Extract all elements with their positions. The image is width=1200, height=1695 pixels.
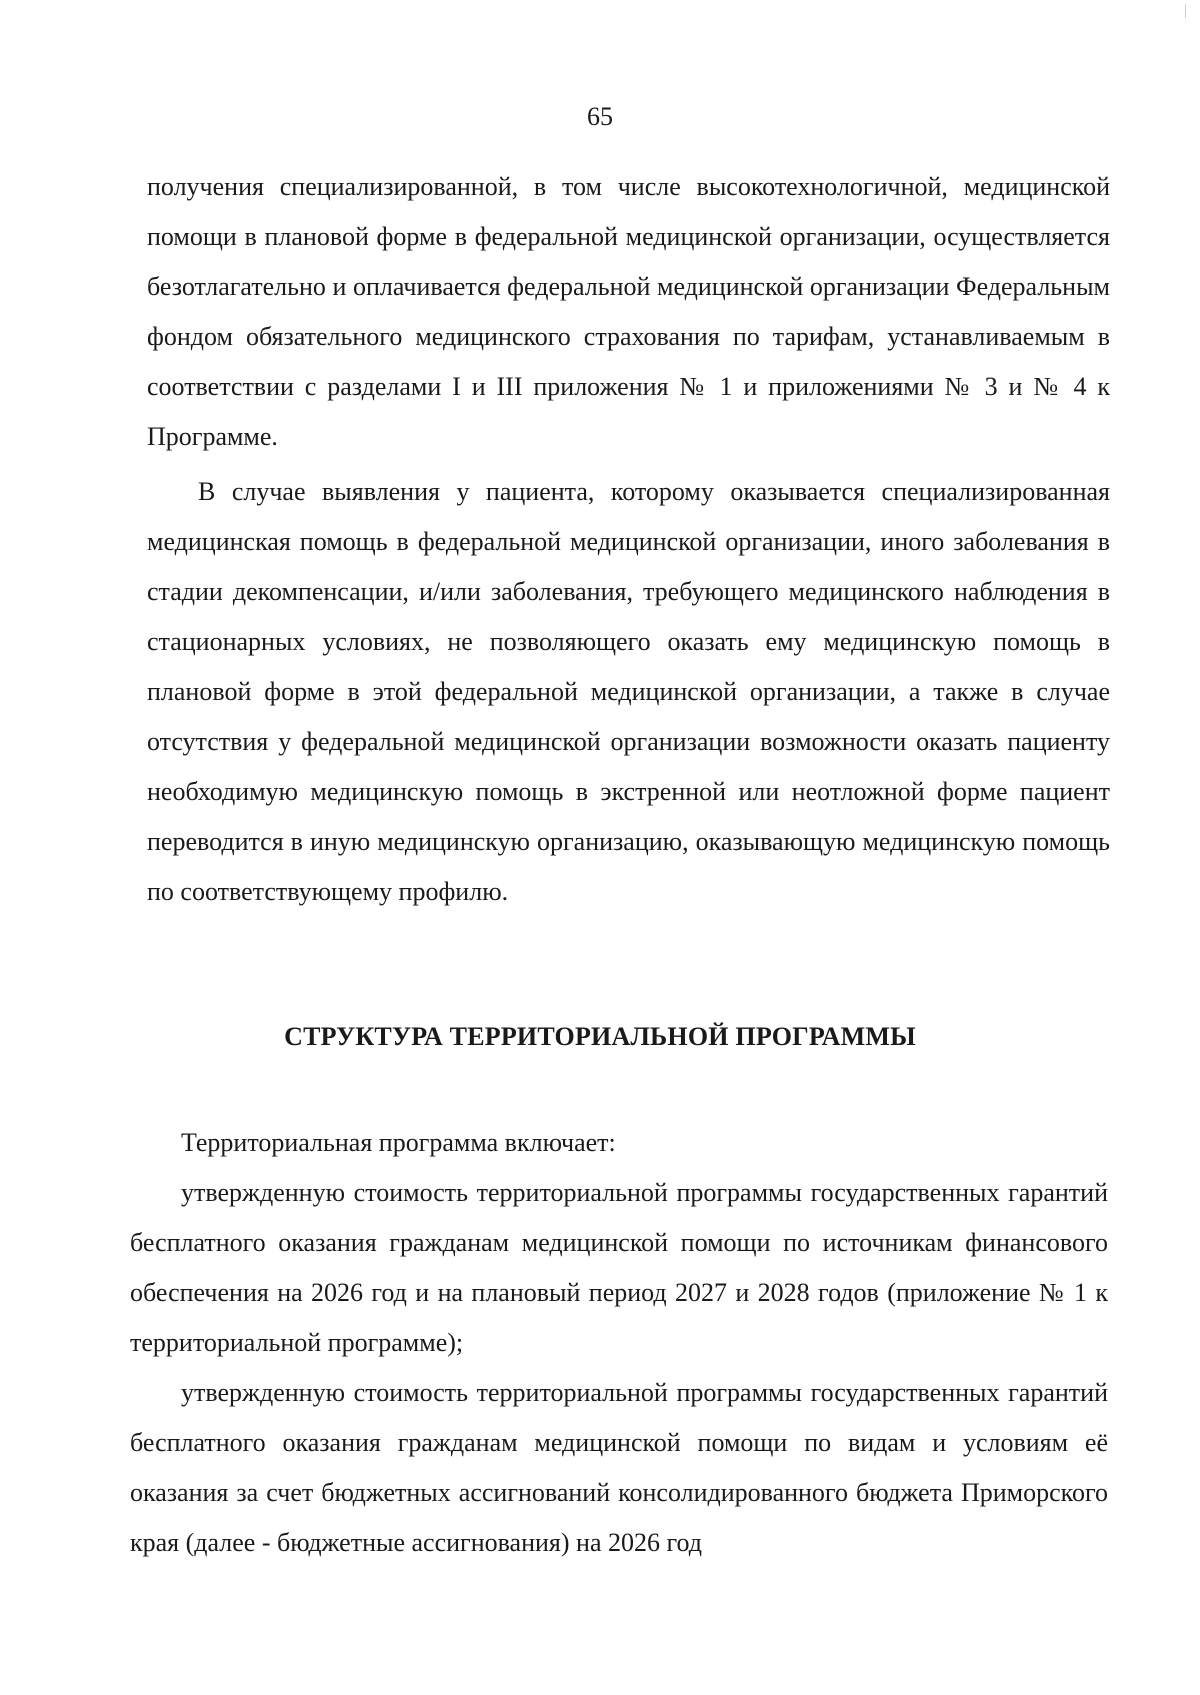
paragraph-cost-by-source: утвержденную стоимость территориальной программы государственных гарантий бесплатного оказания гражданам медицинской помощи по источникам финансового обеспечения на 2026 год и на плановый период 2027 и 2028 годов (приложение № 1 к территориальной программе); [130,1178,1108,1357]
page-number: 65 [587,102,613,131]
paragraph-program-includes: Территориальная программа включает: [181,1128,616,1157]
paragraph-cost-by-type: утвержденную стоимость территориальной программы государственных гарантий бесплатного оказания гражданам медицинской помощи по видам и условиям её оказания за счет бюджетных ассигнований консолидированного бюджета Приморского края (далее - бюджетные ассигнования) на 2026 год [130,1378,1108,1557]
section-heading: СТРУКТУРА ТЕРРИТОРИАЛЬНОЙ ПРОГРАММЫ [284,1022,916,1051]
paragraph-transfer-case: В случае выявления у пациента, которому оказывается специализированная медицинская помощь в федеральной медицинской организации, иного заболевания в стадии декомпенсации, и/или заболевания, требующего медицинского наблюдения в стационарных условиях, не позволяющего оказать ему медицинскую помощь в плановой форме в этой федеральной медицинской организации, а также в случае отсутствия у федеральной медицинской организации возможности оказать пациенту необходимую медицинскую помощь в экстренной или неотложной форме пациент переводится в иную медицинскую организацию, оказывающую медицинскую помощь по соответствующему профилю. [147,477,1110,906]
text-block-program-structure [130,1118,1108,1568]
text-block-continuation [147,162,1110,462]
text-block-transfer-case [147,467,1110,917]
paragraph-continuation: получения специализированной, в том числе высокотехнологичной, медицинской помощи в плановой форме в федеральной медицинской организации, осуществляется безотлагательно и оплачивается федеральной медицинской организации Федеральным фондом обязательного медицинского страхования по тарифам, устанавливаемым в соответствии с разделами I и III приложения № 1 и приложениями № 3 и № 4 к Программе. [147,172,1110,451]
scan-edge-mark [1185,4,1186,18]
